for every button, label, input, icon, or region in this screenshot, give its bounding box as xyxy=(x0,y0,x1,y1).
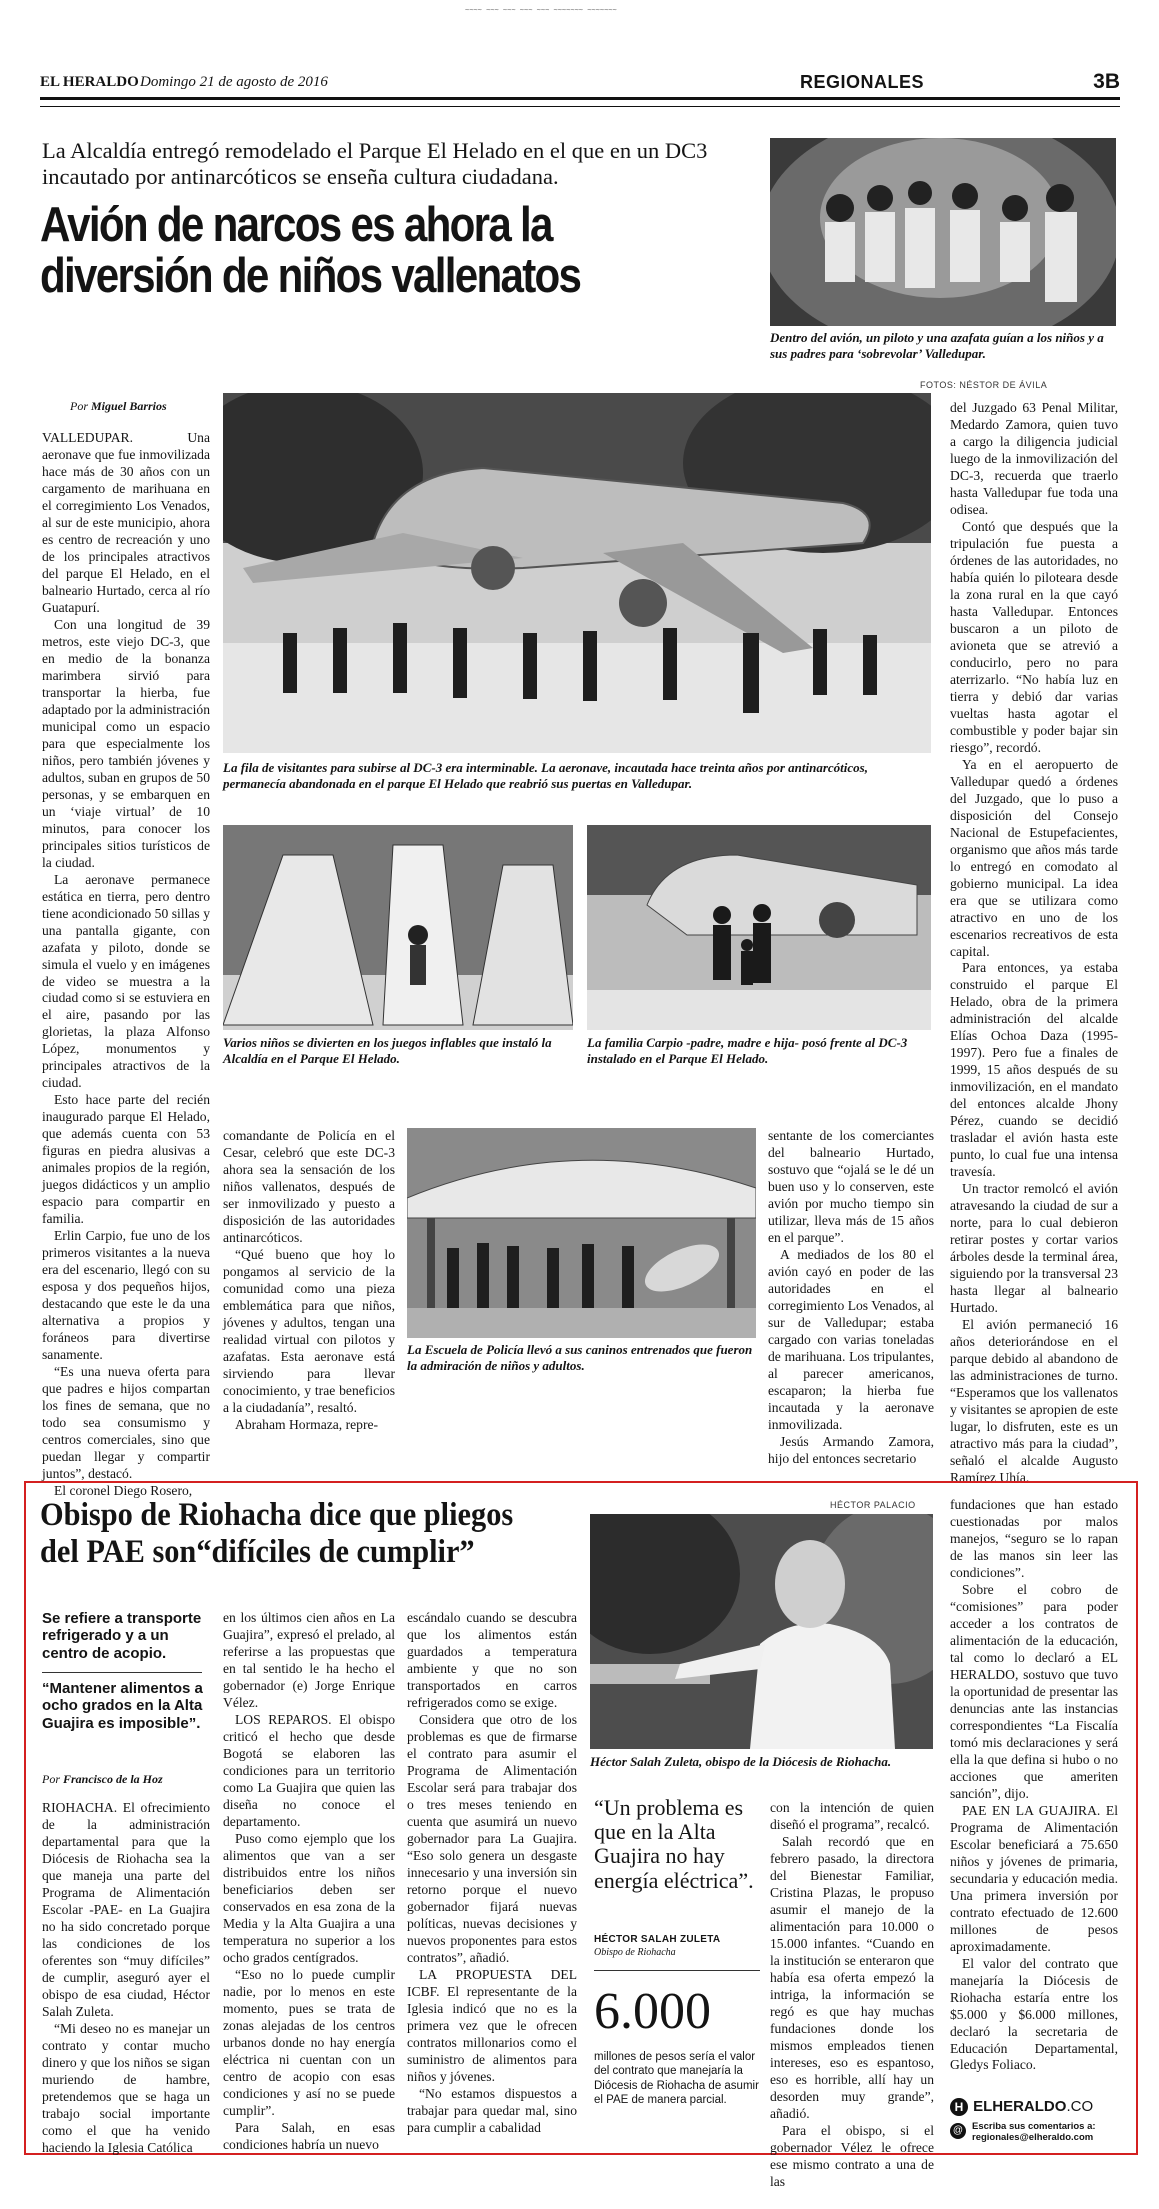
paragraph: Puso como ejemplo que los alimentos que van a ser distribuidos entre los niños beneficiarios deben ser conservados en esa zona de la Media y la Alta Guajira a una temperatura no superior a los ocho grados centígrados. xyxy=(223,1830,395,1965)
paragraph: Para Salah, en esas condiciones habría un nuevo xyxy=(223,2119,395,2152)
photo-inside-plane xyxy=(770,138,1116,326)
story1-headline-line1: Avión de narcos es ahora la xyxy=(40,198,552,252)
paragraph: VALLEDUPAR. Una aeronave que fue inmovilizada hace más de 30 años con un cargamento de marihuana en el corregimiento Los Venados, al sur de este municipio, ahora es centro de recreación y uno de los principales atractivos del parque El Helado, en el balneario Hurtado, cerca al río Guatapurí. xyxy=(42,430,210,615)
story2-deck2: “Mantener alimentos a ocho grados en la Alta Guajira es imposible”. xyxy=(42,1680,203,1732)
photo2-caption: Varios niños se divierten en los juegos inflables que instaló la Alcaldía en el Parque El Helado. xyxy=(223,1035,552,1066)
page-number: 3B xyxy=(1093,70,1120,93)
paragraph: El coronel Diego Rosero, xyxy=(54,1483,193,1499)
pull-quote: “Un problema es que en la Alta Guajira no hay energía eléctrica”. xyxy=(594,1795,754,1893)
stat-number: 6.000 xyxy=(594,1983,711,2040)
photo-police-dogs xyxy=(407,1128,756,1338)
masthead xyxy=(40,70,1120,100)
story1-col4 xyxy=(950,400,1118,1487)
paragraph: Para el obispo, si el gobernador Vélez le ofrece ese mismo contrato a una de las xyxy=(770,2122,934,2189)
photo4-caption: La Escuela de Policía llevó a sus caninos entrenados que fueron la admiración de niños y adultos. xyxy=(407,1342,753,1373)
story1-photo-credit: FOTOS: NÉSTOR DE ÁVILA xyxy=(920,380,1048,390)
paragraph: Sobre el cobro de “comisiones” para poder acceder a los contratos de alimentación de la educación, tal como lo declaró a EL HERALDO, sostuvo que tuvo la oportunidad de presentar las denuncias ante las instancias correspondientes “La Fiscalía tomó mis declaraciones y será ella la que defina si hubo o no acciones que ameriten sanción”, dijo. xyxy=(950,1581,1118,1801)
paragraph: Ya en el aeropuerto de Valledupar quedó a órdenes del Juzgado, que lo puso a disposición del Consejo Nacional de Estupefacientes, organismo que años más tarde lo entregó en comodato al gobierno municipal. La idea era que se utilizara como atractivo en uno de los escenarios recreativos de esta capital. xyxy=(950,756,1118,959)
paragraph: en los últimos cien años en La Guajira”, expresó el prelado, al referirse a las propuestas que en tal sentido le ha hecho el gobernador (e) Jorge Enrique Vélez. xyxy=(223,1610,395,1710)
byline-prefix: Por xyxy=(70,399,88,413)
paper-name: EL HERALDO xyxy=(40,74,139,90)
paragraph: El valor del contrato que manejaría la Diócesis de Riohacha estaría entre los $5.000 y $6.000 millones, declaró la secretaria de Educación Departamental, Gledys Foliaco. xyxy=(950,1955,1118,2073)
logo-text: ELHERALDO xyxy=(973,2098,1067,2115)
footer-contact xyxy=(950,2121,1120,2143)
story1-kicker: La Alcaldía entregó remodelado el Parque El Helado en el que en un DC3 incautado por antinarcóticos se enseña cultura ciudadana. xyxy=(42,138,708,189)
top-photo-caption: Dentro del avión, un piloto y una azafata guían a los niños y a sus padres para ‘sobrevolar’ Valledupar. xyxy=(770,330,1104,361)
paragraph: “Eso no lo puede cumplir nadie, por lo menos en este momento, pues se trata de zonas alejadas de los centros urbanos donde no hay energía eléctrica ni cuentan con un centro de acopio con esas condiciones y así no se puede cumplir”. xyxy=(223,1966,395,2118)
paragraph: LA PROPUESTA DEL ICBF. El representante de la Iglesia indicó que no es la primera vez que le ofrecen contratos millonarios como el suministro de alimentos para niños y jóvenes. xyxy=(407,1966,577,2084)
paragraph: “Mi deseo no es manejar un contrato y contar mucho dinero y que los niños se sigan muriendo de hambre, pretendemos que se haga un trabajo social importante como el que ha venido haciendo la Iglesia Católica xyxy=(42,2020,210,2155)
story2-byline-prefix: Por xyxy=(42,1772,60,1786)
paragraph: Considera que otro de los problemas es que de firmarse el contrato para asumir el Programa de Alimentación Escolar será para trabajar dos o tres meses teniendo en cuenta que asumirá un nuevo gobernador para La Guajira. “Eso solo genera un desgaste innecesario y una inversión sin retorno porque el nuevo gobernador fijará nuevas políticas, nuevas decisiones y nuevos proponentes para estos contratos”, añadió. xyxy=(407,1711,577,1965)
story2-byline xyxy=(42,1772,163,1787)
paragraph: con la intención de quien diseñó el programa”, recalcó. xyxy=(770,1800,934,1832)
paragraph: Jesús Armando Zamora, hijo del entonces secretario xyxy=(768,1433,934,1466)
pull-quote-role: Obispo de Riohacha xyxy=(594,1947,676,1958)
pull-quote-name: HÉCTOR SALAH ZULETA xyxy=(594,1934,721,1945)
story2-headline xyxy=(40,1497,564,1572)
story2-col2 xyxy=(223,1610,395,2154)
story1-headline xyxy=(40,200,659,303)
paragraph: Contó que después que la tripulación fue puesta a órdenes de las autoridades, no había quién lo piloteara desde la zona rural en la que cayó hasta Valledupar. Entonces buscaron a un piloto de avioneta que se atrevió a conducirlo, pero no para aterrizarlo. “No había luz en tierra y debió dar varias vueltas hasta agotar el combustible y poder bajar sin riesgo”, recordó. xyxy=(950,518,1118,755)
story1-col1 xyxy=(42,430,210,1500)
story2-col1 xyxy=(42,1800,210,2157)
byline-name: Miguel Barrios xyxy=(91,399,167,413)
story2-col3 xyxy=(407,1610,577,2137)
footer-email[interactable]: regionales@elheraldo.com xyxy=(972,2132,1094,2143)
paragraph: La aeronave permanece estática en tierra, pero dentro tiene acondicionado 50 sillas y una pantalla gigante, con azafata y piloto, donde se simula el vuelo y en imágenes de video se muestra a la ciudad como si se estuviera en el aire, pasando por las glorietas, la plaza Alfonso López, monumentos y principales atractivos de la ciudad. xyxy=(42,871,210,1091)
paragraph: Abraham Hormaza, repre- xyxy=(235,1416,379,1432)
paragraph: sentante de los comerciantes del balneario Hurtado, sostuvo que “ojalá se le dé un buen uso y lo conserven, este avión por mucho tiempo sin utilizar, lleva más de 15 años en el parque”. xyxy=(768,1128,934,1245)
story2-col5 xyxy=(950,1497,1118,2074)
main-photo-caption: La fila de visitantes para subirse al DC-3 era interminable. La aeronave, incautada hace treinta años por antinarcóticos, permanecía abandonada en el parque El Helado que reabrió sus puertas en Valledupar. xyxy=(223,760,868,791)
photo-inflatables xyxy=(223,825,573,1030)
paragraph: “Qué bueno que hoy lo pongamos al servicio de la comunidad como una pieza emblemática para que niños, jóvenes y adultos, tengan una realidad virtual con pilotos y azafatas. Esta aeronave está sirviendo para llevar conocimiento, y trae beneficios a la ciudadanía”, resaltó. xyxy=(223,1246,395,1415)
photo3-caption: La familia Carpio -padre, madre e hija- posó frente al DC-3 instalado en el Parque El Helado. xyxy=(587,1035,908,1066)
paragraph: del Juzgado 63 Penal Militar, Medardo Zamora, quien tuvo a cargo la diligencia judicial luego de la inmovilización del DC-3, recuerda que traerlo hasta Valledupar fue toda una odisea. xyxy=(950,400,1118,517)
paragraph: Un tractor remolcó el avión atravesando la ciudad de sur a norte, para lo cual debieron retirar postes y cortar varios árboles desde la terminal área, siguiendo por la transversal 23 hasta llegar al balneario Hurtado. xyxy=(950,1181,1118,1316)
paragraph: fundaciones que han estado cuestionadas por malos manejos, “seguro se lo rapan de las manos sin leer las condiciones”. xyxy=(950,1497,1118,1580)
story1-byline xyxy=(70,399,167,414)
paragraph: “No estamos dispuestos a trabajar para quedar mal, sino para cumplir a cabalidad xyxy=(407,2085,577,2135)
paragraph: escándalo cuando se descubra que los alimentos están guardados a temperatura ambiente y que no son transportados en carros refrigerados como se exige. xyxy=(407,1610,577,1710)
story2-byline-name: Francisco de la Hoz xyxy=(63,1772,163,1786)
story2-col4 xyxy=(770,1800,934,2191)
paragraph: Salah recordó que en febrero pasado, la directora del Bienestar Familiar, Cristina Plazas, le propuso asumir el manejo de la alimentación para 10.000 o 15.000 infantes. “Cuando en la institución se enteraron que había esa oferta empezó la intriga, la información se regó es que hay muchas fundaciones donde los mismos empleados tienen intereses, eso es espantoso, eso es horrible, allí hay un desorden muy grande”, añadió. xyxy=(770,1833,934,2121)
section-name: REGIONALES xyxy=(800,72,925,92)
story2-headline-line1: Obispo de Riohacha dice que pliegos xyxy=(40,1497,514,1533)
story1-col2 xyxy=(223,1128,395,1434)
paragraph: RIOHACHA. El ofrecimiento de la administración departamental para que la Diócesis de Riohacha sea la que maneja una parte del Programa de Alimentación Escolar -PAE- en La Guajira no ha sido concretado porque las condiciones de los oferentes son “muy difíciles” de cumplir, aseguró ayer el obispo de esa ciudad, Héctor Salah Zuleta. xyxy=(42,1800,210,2019)
logo-suffix: .CO xyxy=(1066,2098,1094,2115)
story2-photo-credit: HÉCTOR PALACIO xyxy=(830,1500,916,1510)
story2-deck1: Se refiere a transporte refrigerado y a un centro de acopio. xyxy=(42,1610,202,1662)
stat-text: millones de pesos sería el valor del contrato que manejaría la Diócesis de Riohacha de asumir el PAE de manera parcial. xyxy=(594,2051,759,2107)
story2-deck-rule xyxy=(42,1672,202,1673)
issue-date: Domingo 21 de agosto de 2016 xyxy=(140,74,328,90)
masthead-rule xyxy=(40,106,1120,107)
paragraph: El avión permaneció 16 años deteriorándose en el parque debido al abandono de las administraciones de turno. “Esperamos que los vallenatos y visitantes se apropien de este lugar, lo disfruten, este es un atractivo más para la ciudad”, señaló el alcalde Augusto Ramírez Uhía. xyxy=(950,1317,1118,1486)
story1-col3 xyxy=(768,1128,934,1468)
story1-headline-line2: diversión de niños vallenatos xyxy=(40,249,581,304)
stat-rule xyxy=(594,1970,760,1971)
story2-photo-caption: Héctor Salah Zuleta, obispo de la Diócesis de Riohacha. xyxy=(590,1754,892,1769)
print-marks: ~~~~ ~~~ ~~~ ~~~ ~~~ ~~~~~~~ ~~~~~~~ xyxy=(465,6,617,14)
at-icon: @ xyxy=(950,2123,966,2139)
logo-h-icon: H xyxy=(950,2098,968,2116)
paragraph: “Es una nueva oferta para que padres e hijos compartan los fines de semana, que no todo sea consumismo y centros comerciales, sino que puedan llegar y compartir juntos”, destacó. xyxy=(42,1364,210,1482)
paragraph: Para entonces, ya estaba construido el parque El Helado, obra de la primera administración del alcalde Elías Ochoa Daza (1995-1997). Pero fue a finales de 1999, 15 años después de su inmovilización, en el mandato del entonces alcalde Jhony Pérez, cuando se decidió trasladar el avión hasta este punto, lo cual fue una intensa travesía. xyxy=(950,960,1118,1180)
footer-logo xyxy=(950,2096,1118,2118)
photo-carpio-family xyxy=(587,825,931,1030)
paragraph: PAE EN LA GUAJIRA. El Programa de Alimentación Escolar beneficiará a 75.650 niños y jóvenes de primaria, secundaria y educación media. Una primera inversión por contrato efectuado de 12.600 millones de pesos aproximadamente. xyxy=(950,1802,1118,1954)
photo-bishop xyxy=(590,1514,933,1749)
paragraph: LOS REPAROS. El obispo criticó el hecho que desde Bogotá se elaboren las condiciones para un territorio como La Guajira que quien las diseña no conoce el departamento. xyxy=(223,1711,395,1829)
paragraph: Erlin Carpio, fue uno de los primeros visitantes a la nueva era del escenario, llegó con su esposa y dos pequeños hijos, destacando que este le da una alternativa a propios y foráneos para divertirse sanamente. xyxy=(42,1228,210,1363)
paragraph: A mediados de los 80 el avión cayó en poder de las autoridades en el corregimiento Los Venados, al sur de Valledupar; estaba cargado con varias toneladas de marihuana. Los tripulantes, al parecer americanos, escaparon; la hierba fue incautada y la aeronave inmovilizada. xyxy=(768,1246,934,1432)
story2-headline-line2: del PAE son“difíciles de cumplir” xyxy=(40,1534,475,1571)
paragraph: Esto hace parte del recién inaugurado parque El Helado, que además cuenta con 53 figuras en piedra alusivas a animales propios de la región, juegos didácticos y un amplio espacio para compartir en familia. xyxy=(42,1092,210,1227)
footer-line1: Escriba sus comentarios a: xyxy=(972,2121,1096,2132)
paragraph: Con una longitud de 39 metros, este viejo DC-3, que en medio de la bonanza marimbera sirvió para transportar la hierba, fue adaptado por la administración municipal como un espacio para que especialmente los niños, pero también jóvenes y adultos, suban en grupos de 50 personas, y se embarquen en un ‘viaje virtual’ de 10 minutos, para conocer los principales sitios turísticos de la ciudad. xyxy=(42,616,210,870)
paragraph: comandante de Policía en el Cesar, celebró que este DC-3 ahora sea la sensación de los niños vallenatos, después de ser inmovilizado y puesto a disposición de las autoridades antinarcóticos. xyxy=(223,1128,395,1245)
photo-dc3-plane xyxy=(223,393,931,753)
